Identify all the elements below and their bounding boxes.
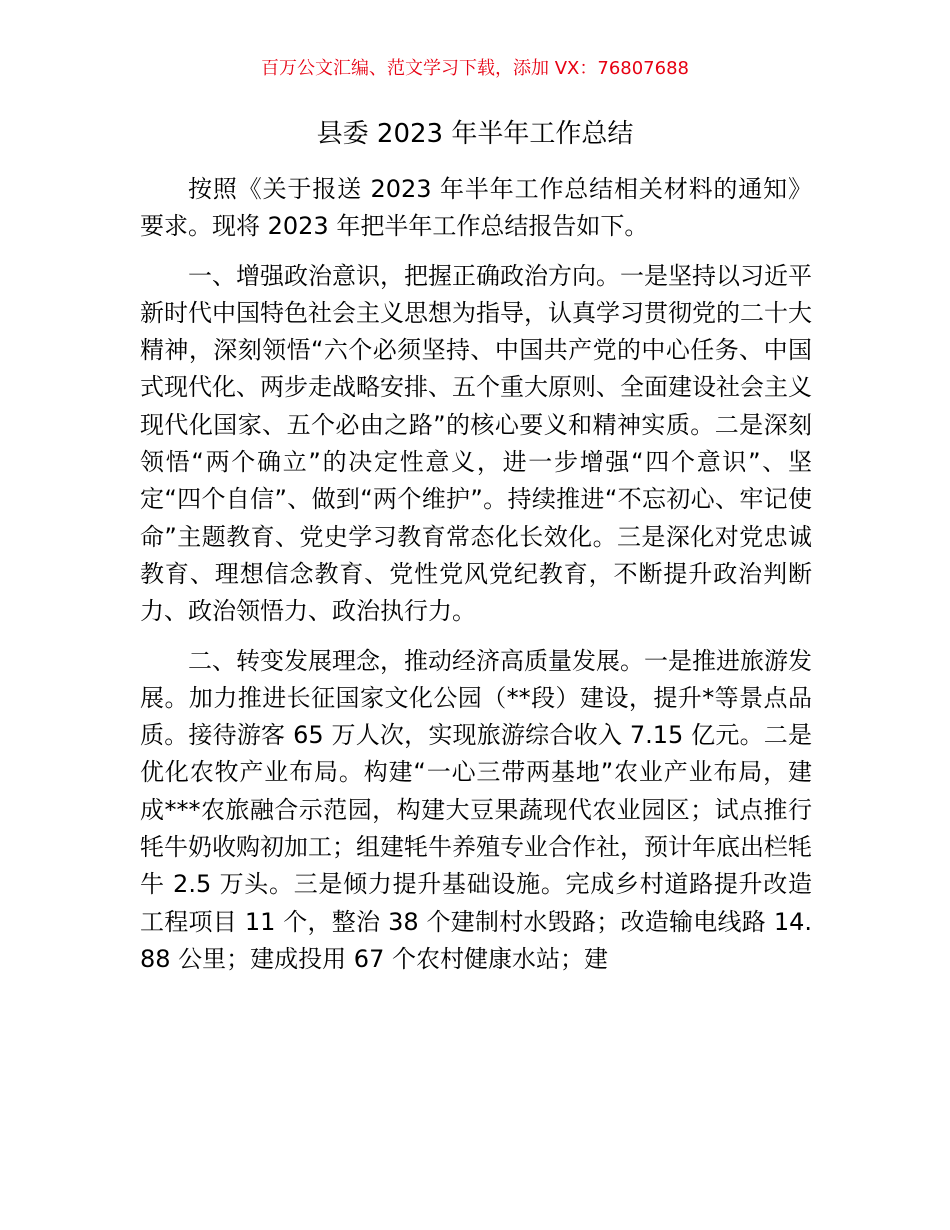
paragraph-economic-development: 二、转变发展理念，推动经济高质量发展。一是推进旅游发展。加力推进长征国家文化公园（**段）建设，提升*等景点品质。接待游客 65 万人次，实现旅游综合收入 7.15 亿元。二是优化农牧产业布局。构建“一心三带两基地”农业产业布局，建成***农旅融合示范园，构建大豆果蔬现代农业园区；试点推行牦牛奶收购初加工；组建牦牛养殖专业合作社，预计年底出栏牦牛 2.5 万头。三是倾力提升基础设施。完成乡村道路提升改造工程项目 11 个，整治 38 个建制村水毁路；改造输电线路 14.88 公里；建成投用 67 个农村健康水站；建 — [140, 646, 812, 973]
watermark-header: 百万公文汇编、范文学习下载，添加 VX：76807688 — [261, 58, 689, 79]
paragraph-intro: 按照《关于报送 2023 年半年工作总结相关材料的通知》要求。现将 2023 年把半年工作总结报告如下。 — [140, 175, 812, 241]
document-title: 县委 2023 年半年工作总结 — [316, 119, 634, 149]
document-body — [140, 171, 812, 990]
paragraph-political-awareness: 一、增强政治意识，把握正确政治方向。一是坚持以习近平新时代中国特色社会主义思想为指导，认真学习贯彻党的二十大精神，深刻领悟“六个必须坚持、中国共产党的中心任务、中国式现代化、两步走战略安排、五个重大原则、全面建设社会主义现代化国家、五个必由之路”的核心要义和精神实质。二是深刻领悟“两个确立”的决定性意义，进一步增强“四个意识”、坚定“四个自信”、做到“两个维护”。持续推进“不忘初心、牢记使命”主题教育、党史学习教育常态化长效化。三是深化对党忠诚教育、理想信念教育、党性党风党纪教育，不断提升政治判断力、政治领悟力、政治执行力。 — [140, 261, 812, 626]
